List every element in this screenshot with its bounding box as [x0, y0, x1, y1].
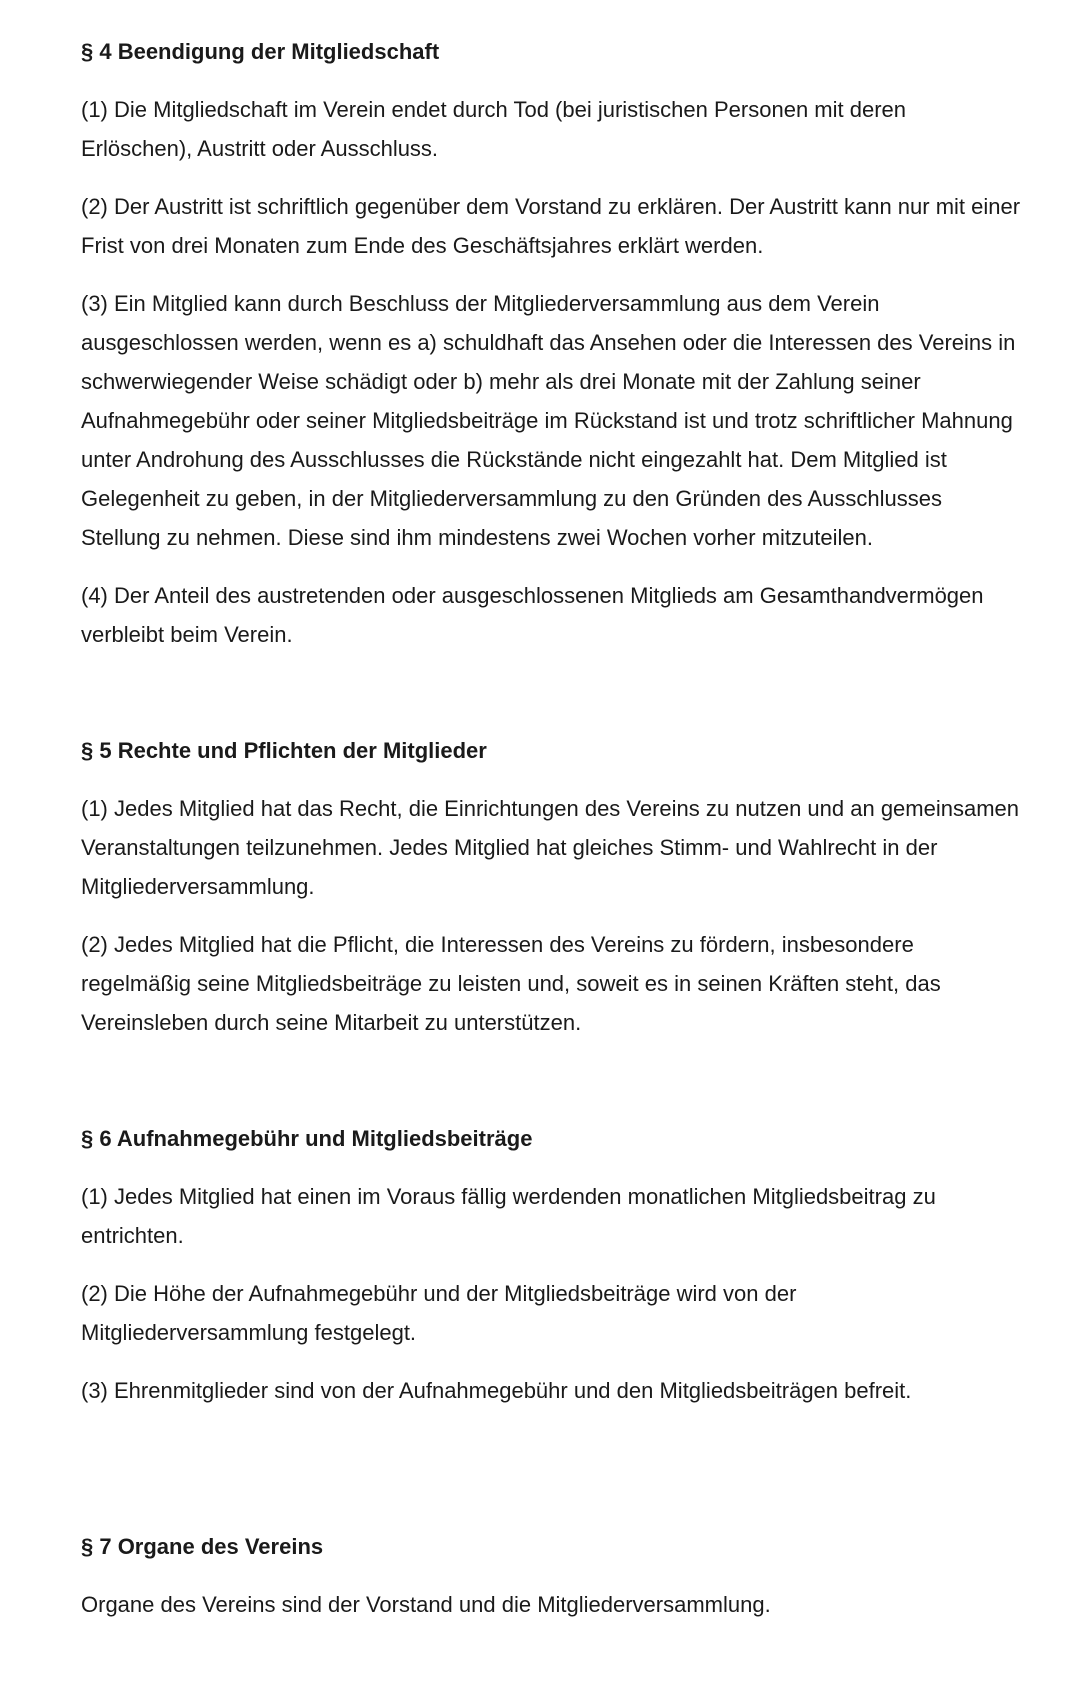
paragraph: (2) Der Austritt ist schriftlich gegenüber dem Vorstand zu erklären. Der Austritt kann nur mit einer Frist von drei Monaten zum Ende des Geschäftsjahres erklärt werden. — [81, 194, 1021, 258]
section-spacer — [81, 1061, 1021, 1119]
document-page — [81, 32, 1021, 1643]
paragraph: (3) Ein Mitglied kann durch Beschluss der Mitgliederversammlung aus dem Verein ausgeschlossen werden, wenn es a) schuldhaft das Ansehen oder die Interessen des Vereins in schwerwiegender Weise schädigt oder b) mehr als drei Monate mit der Zahlung seiner Aufnahmegebühr oder seiner Mitgliedsbeiträge im Rückstand ist und trotz schriftlicher Mahnung unter Androhung des Ausschlusses die Rückstände nicht eingezahlt hat. Dem Mitglied ist Gelegenheit zu geben, in der Mitgliederversammlung zu den Gründen des Ausschlusses Stellung zu nehmen. Diese sind ihm mindestens zwei Wochen vorher mitzuteilen. — [81, 291, 1016, 550]
paragraph: (1) Die Mitgliedschaft im Verein endet durch Tod (bei juristischen Personen mit deren Erlöschen), Austritt oder Ausschluss. — [81, 97, 906, 161]
section-heading: § 4 Beendigung der Mitgliedschaft — [81, 39, 440, 64]
section-6 — [81, 1119, 1021, 1410]
section-4 — [81, 32, 1021, 654]
section-7 — [81, 1527, 1021, 1624]
section-spacer — [81, 1429, 1021, 1527]
paragraph: (2) Jedes Mitglied hat die Pflicht, die Interessen des Vereins zu fördern, insbesondere regelmäßig seine Mitgliedsbeiträge zu leisten und, soweit es in seinen Kräften steht, das Vereinsleben durch seine Mitarbeit zu unterstützen. — [81, 932, 941, 1035]
section-spacer — [81, 673, 1021, 731]
paragraph: (3) Ehrenmitglieder sind von der Aufnahmegebühr und den Mitgliedsbeiträgen befreit. — [81, 1378, 912, 1403]
paragraph: (2) Die Höhe der Aufnahmegebühr und der Mitgliedsbeiträge wird von der Mitgliederversammlung festgelegt. — [81, 1281, 797, 1345]
section-heading: § 6 Aufnahmegebühr und Mitgliedsbeiträge — [81, 1126, 533, 1151]
section-heading: § 7 Organe des Vereins — [81, 1534, 324, 1559]
paragraph: (4) Der Anteil des austretenden oder ausgeschlossenen Mitglieds am Gesamthandvermögen verbleibt beim Verein. — [81, 583, 984, 647]
paragraph: (1) Jedes Mitglied hat das Recht, die Einrichtungen des Vereins zu nutzen und an gemeinsamen Veranstaltungen teilzunehmen. Jedes Mitglied hat gleiches Stimm- und Wahlrecht in der Mitgliederversammlung. — [81, 796, 1020, 899]
paragraph: (1) Jedes Mitglied hat einen im Voraus fällig werdenden monatlichen Mitgliedsbeitrag zu entrichten. — [81, 1184, 936, 1248]
paragraph: Organe des Vereins sind der Vorstand und die Mitgliederversammlung. — [81, 1592, 771, 1617]
section-5 — [81, 731, 1021, 1042]
section-heading: § 5 Rechte und Pflichten der Mitglieder — [81, 738, 487, 763]
